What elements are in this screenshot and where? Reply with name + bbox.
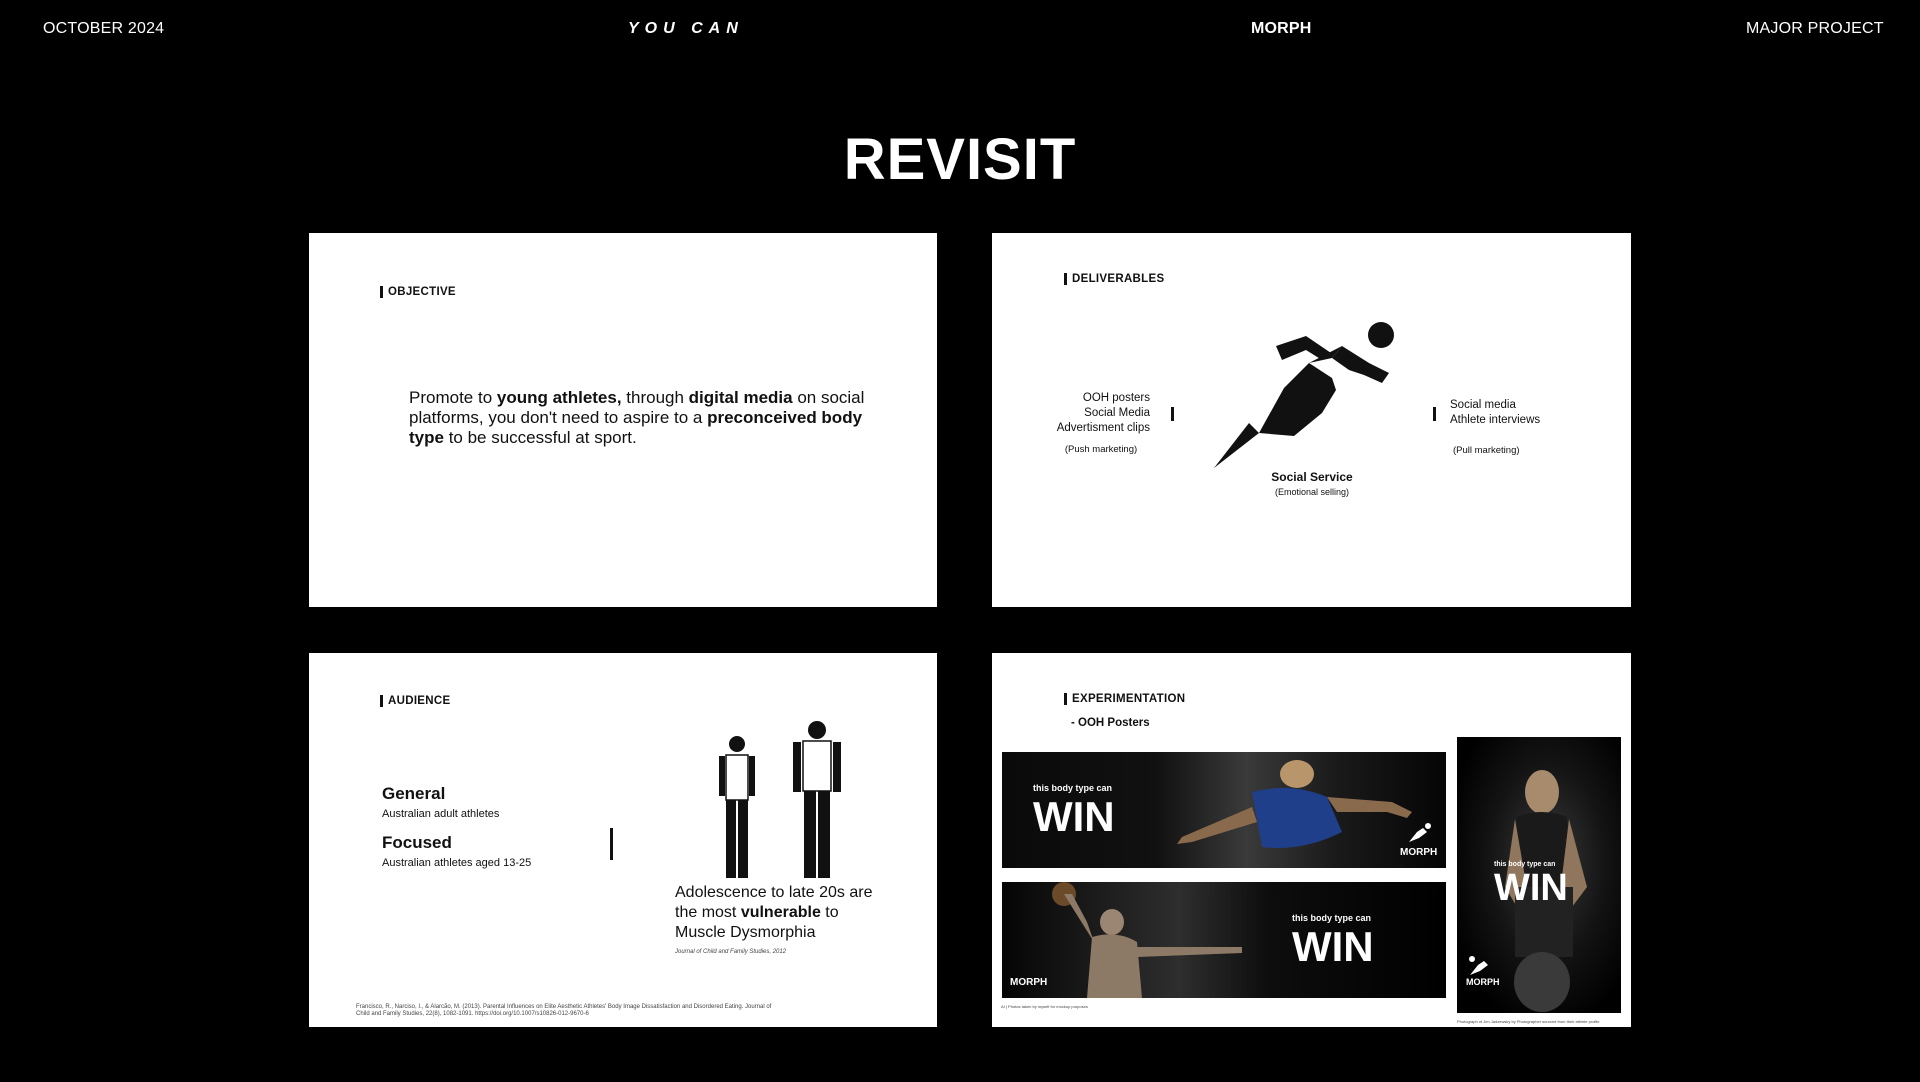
- thrower-photo: [1042, 882, 1262, 998]
- objective-label: OBJECTIVE: [380, 286, 456, 298]
- pull-divider: [1433, 407, 1436, 421]
- poster3-win: WIN: [1494, 867, 1568, 909]
- credit-left: AI | Photos taken by myself for mockup purposes: [1001, 1004, 1088, 1009]
- poster3-tagline: this body type can: [1494, 861, 1556, 868]
- social-service-title: Social Service: [1271, 470, 1353, 484]
- poster-sprinter: [1002, 752, 1446, 868]
- objective-slide: [309, 233, 937, 607]
- audience-slide: [309, 653, 937, 1027]
- header-project: MAJOR PROJECT: [1746, 20, 1884, 37]
- deliverables-slide: [992, 233, 1631, 607]
- social-service-note: (Emotional selling): [1274, 487, 1350, 497]
- general-sub: Australian adult athletes: [382, 808, 500, 820]
- poster2-logo: MORPH: [1010, 977, 1048, 988]
- sprinter-photo: [1142, 752, 1442, 868]
- poster-boxer: [1457, 737, 1621, 1013]
- audience-citation: Francisco, R., Narciso, I., & Alarcão, M. (2013). Parental Influences on Elite Aesthetic Athletes' Body Image Dissatisfaction and Disordered Eating. Journal of Child and Family Studies, 22(8), 1082-1091. https://doi.org/10.1007/s10826-012-9670-6: [356, 1004, 772, 1017]
- poster1-logo: MORPH: [1400, 847, 1438, 858]
- page-title: REVISIT: [843, 127, 1077, 192]
- poster-thrower: [1002, 882, 1446, 998]
- pull-item: Social media: [1450, 399, 1516, 411]
- runner-icon: [1214, 318, 1414, 468]
- poster2-win: WIN: [1292, 923, 1374, 970]
- audience-divider: [610, 828, 613, 860]
- poster2-tagline: this body type can: [1292, 913, 1372, 923]
- push-item: Advertisment clips: [1056, 422, 1150, 434]
- general-title: General: [382, 784, 446, 803]
- experimentation-slide: [992, 653, 1631, 1027]
- pull-note: (Pull marketing): [1453, 445, 1520, 456]
- experimentation-label: EXPERIMENTATION: [1064, 693, 1185, 705]
- credit-right: Photograph of Jen Jadzewsky by Photographer sourced from their athlete profile: [1457, 1019, 1600, 1024]
- audience-stat: Adolescence to late 20s are the most vulnerable to Muscle Dysmorphia: [675, 884, 873, 941]
- push-item: OOH posters: [1082, 392, 1150, 404]
- focused-sub: Australian athletes aged 13-25: [382, 857, 532, 869]
- pull-item: Athlete interviews: [1450, 414, 1541, 426]
- push-divider: [1171, 407, 1174, 421]
- deliverables-label: DELIVERABLES: [1064, 273, 1164, 285]
- audience-label: AUDIENCE: [380, 695, 450, 707]
- experimentation-sub: - OOH Posters: [1071, 717, 1150, 729]
- objective-text: Promote to young athletes, through digital media on social platforms, you don't need to aspire to a preconceived body type to be successful at sport.: [409, 388, 865, 447]
- header-tagline: YOU CAN: [628, 20, 744, 37]
- header-brand: MORPH: [1251, 20, 1312, 37]
- push-note: (Push marketing): [1064, 444, 1138, 455]
- body-figures-icon: [707, 720, 847, 880]
- stat-source: Journal of Child and Family Studies, 2012: [675, 949, 787, 955]
- pull-list: [1450, 398, 1540, 458]
- push-item: Social Media: [1084, 407, 1150, 419]
- poster1-win: WIN: [1033, 793, 1115, 840]
- poster1-runner-icon: [1405, 822, 1433, 844]
- poster1-tagline: this body type can: [1033, 783, 1113, 793]
- header-date: OCTOBER 2024: [43, 20, 165, 37]
- focused-title: Focused: [382, 833, 452, 852]
- poster3-runner-icon: [1466, 955, 1494, 977]
- poster3-logo: MORPH: [1466, 977, 1500, 987]
- push-list: [1032, 391, 1150, 457]
